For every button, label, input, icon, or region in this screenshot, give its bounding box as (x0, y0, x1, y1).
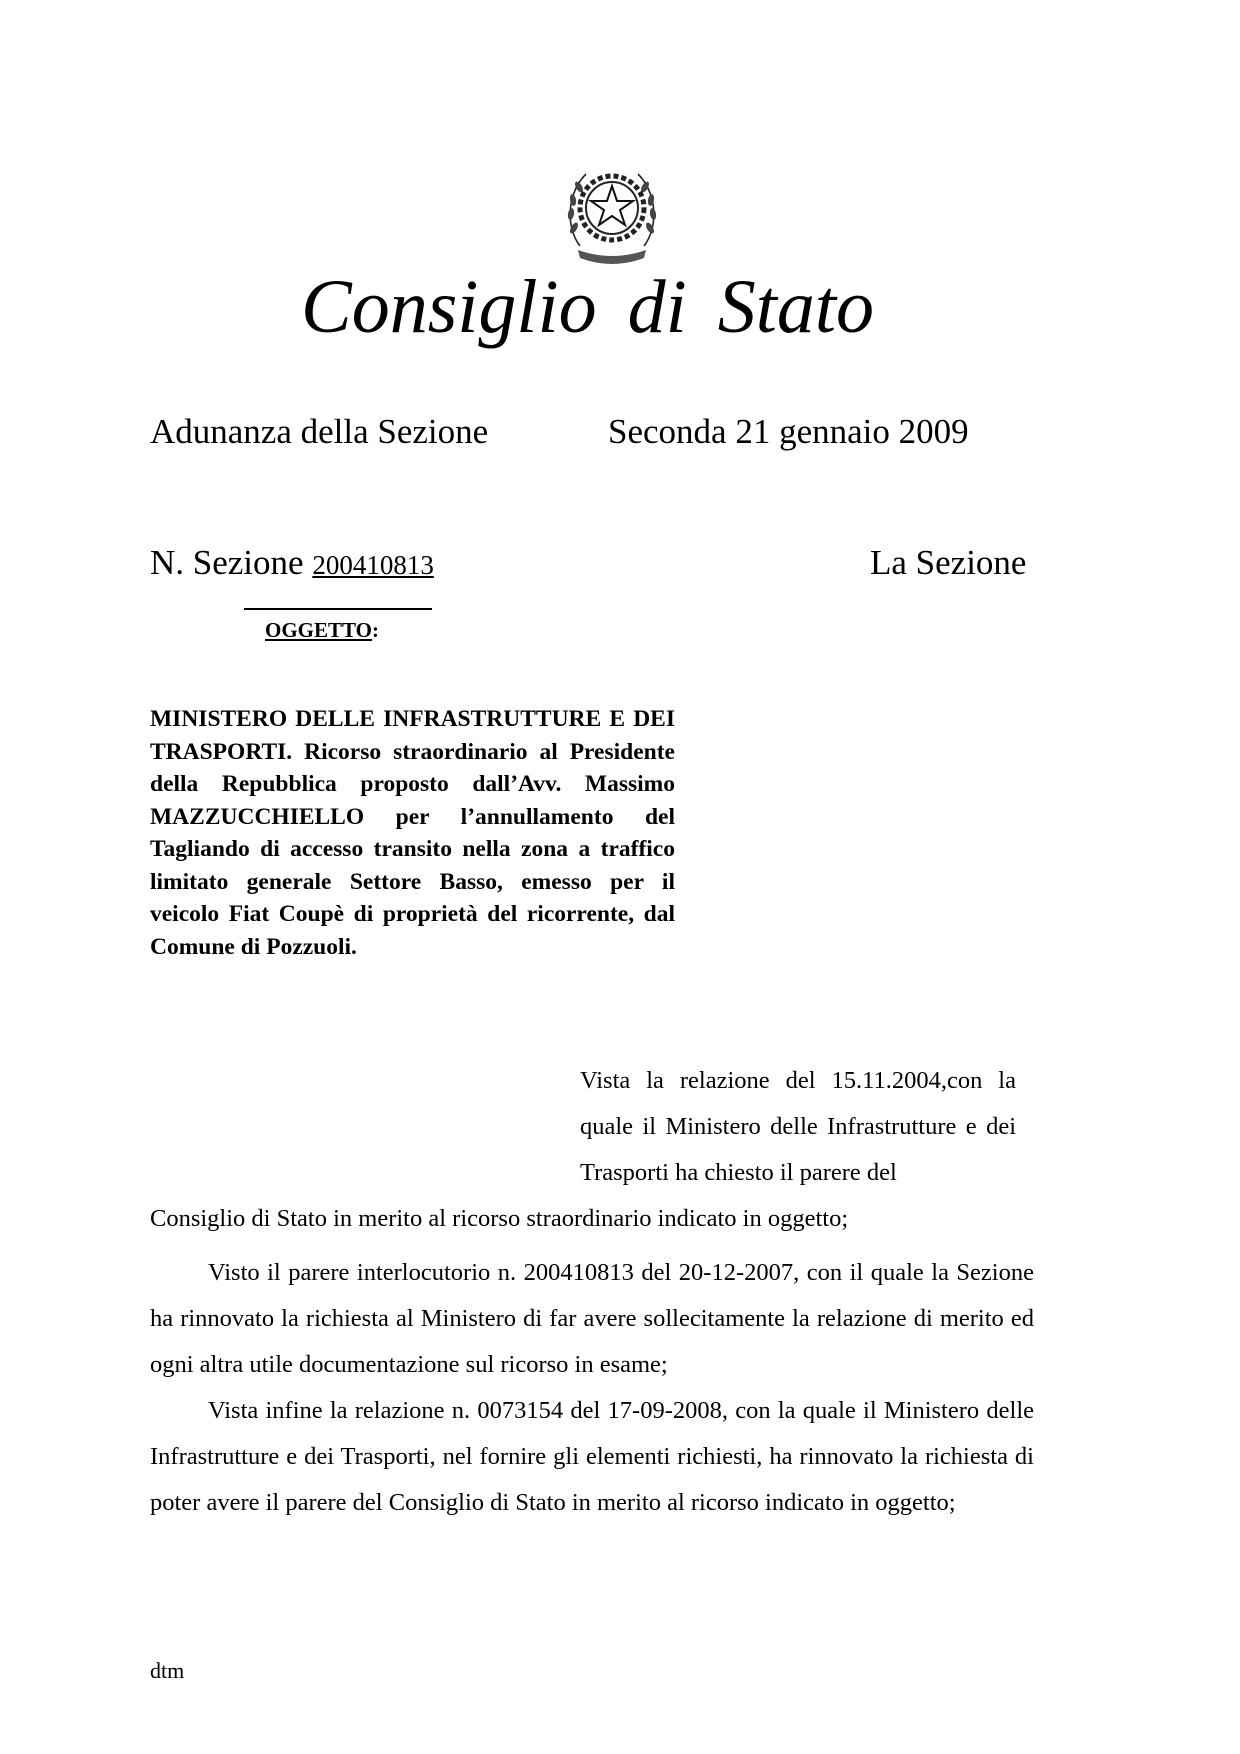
body-paragraph-3: Vista infine la relazione n. 0073154 del 17-09-2008, con la quale il Ministero delle Infrastrutture e dei Trasporti, nel fornire gli elementi richiesti, ha rinnovato la richiesta di poter avere il parere del Consiglio di Stato in merito al ricorso indicato in oggetto; (150, 1397, 1034, 1516)
divider (244, 608, 432, 610)
section-heading: La Sezione (870, 543, 1027, 582)
oggetto-label: OGGETTO (265, 618, 372, 642)
body-paragraph-1-indented: Vista la relazione del 15.11.2004,con la quale il Ministero delle Infrastrutture e dei Trasporti ha chiesto il parere del (580, 1067, 1016, 1186)
body-paragraph-1-continued: Consiglio di Stato in merito al ricorso straordinario indicato in oggetto; (150, 1205, 849, 1232)
section-number-label: N. Sezione (150, 543, 304, 582)
oggetto-colon: : (371, 618, 379, 642)
footer-initials: dtm (150, 1658, 185, 1683)
italian-republic-emblem-icon (560, 158, 664, 270)
body-paragraph-2: Visto il parere interlocutorio n. 200410813 del 20-12-2007, con il quale la Sezione ha rinnovato la richiesta al Ministero di far avere sollecitamente la relazione di merito ed ogni altra utile documentazione sul ricorso in esame; (150, 1259, 1034, 1378)
page-title: Consiglio di Stato (301, 265, 874, 349)
meeting-date: Seconda 21 gennaio 2009 (608, 412, 969, 451)
oggetto-text: MINISTERO DELLE INFRASTRUTTURE E DEI TRASPORTI. Ricorso straordinario al Presidente della Repubblica proposto dall’Avv. Massimo MAZZUCCHIELLO per l’annullamento del Tagliando di accesso transito nella zona a traffico limitato generale Settore Basso, emesso per il veicolo Fiat Coupè di proprietà del ricorrente, dal Comune di Pozzuoli. (150, 706, 675, 960)
oggetto-heading (265, 616, 379, 644)
section-number: 200410813 (312, 550, 434, 580)
section-number-line (150, 541, 434, 587)
adunanza-label: Adunanza della Sezione (150, 412, 489, 451)
